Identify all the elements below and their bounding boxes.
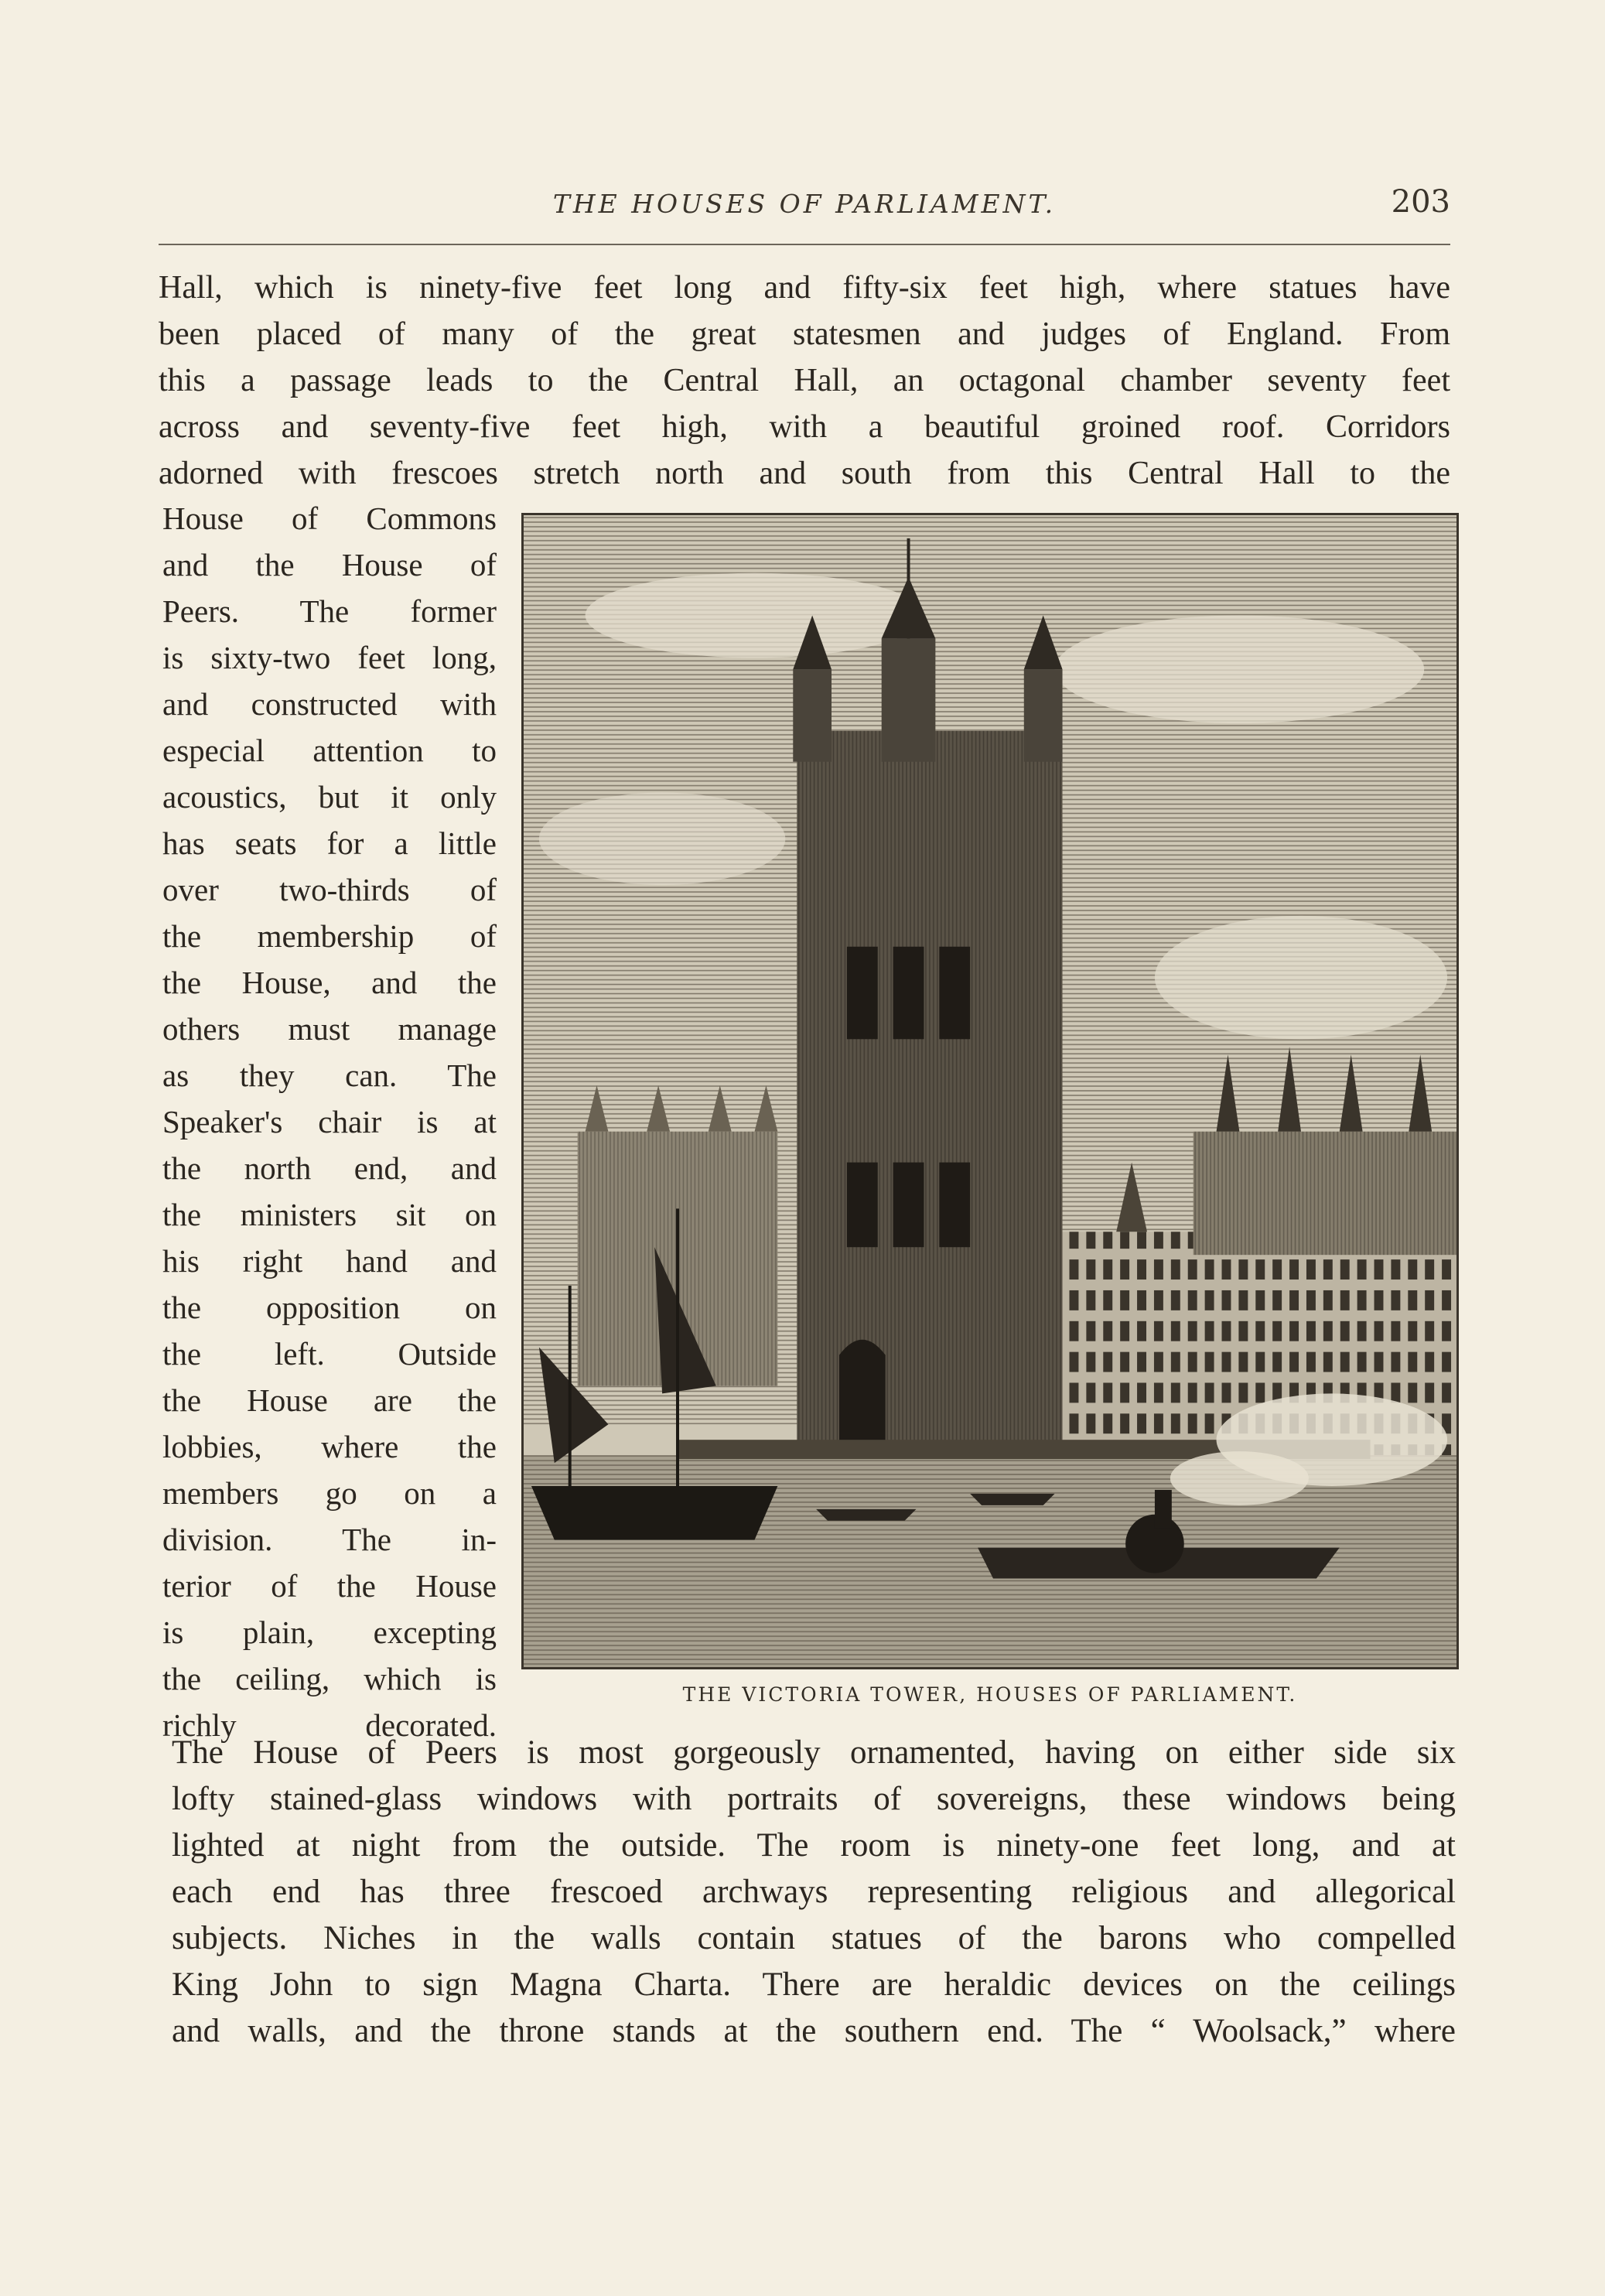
text-line: division. The in- <box>162 1522 497 1557</box>
text-line: the north end, and <box>162 1150 497 1186</box>
text-line: and constructed with <box>162 686 497 722</box>
text-line: the House are the <box>162 1382 497 1418</box>
victoria-tower-engraving-icon <box>524 515 1456 1667</box>
paragraph-bottom <box>172 1730 1456 2055</box>
text-line: especial attention to <box>162 733 497 768</box>
text-line: and walls, and the throne stands at the southern end. The “ Woolsack,” where <box>172 2013 1456 2049</box>
text-line: lighted at night from the outside. The room is ninety-one feet long, and at <box>172 1827 1456 1864</box>
text-line: has seats for a little <box>162 825 497 861</box>
text-line: acoustics, but it only <box>162 779 497 815</box>
text-line: each end has three frescoed archways representing religious and allegorical <box>172 1874 1456 1910</box>
text-line: this a passage leads to the Central Hall, an octagonal chamber seventy feet <box>159 363 1450 398</box>
text-line: the opposition on <box>162 1290 497 1325</box>
text-line: lofty stained-glass windows with portraits of sovereigns, these windows being <box>172 1781 1456 1817</box>
text-line: and the House of <box>162 547 497 583</box>
text-line: Hall, which is ninety-five feet long and fifty-six feet high, where statues have <box>159 270 1450 306</box>
text-line: is plain, excepting <box>162 1614 497 1650</box>
text-line: the House, and the <box>162 965 497 1000</box>
text-line: the ceiling, which is <box>162 1661 497 1696</box>
text-line: Speaker's chair is at <box>162 1104 497 1139</box>
text-line: been placed of many of the great statesmen and judges of England. From <box>159 316 1450 352</box>
paragraph-top <box>159 265 1450 497</box>
text-line: members go on a <box>162 1475 497 1511</box>
victoria-tower-illustration <box>521 513 1459 1669</box>
text-line: Peers. The former <box>162 593 497 629</box>
header-rule <box>159 244 1450 245</box>
text-line: lobbies, where the <box>162 1429 497 1464</box>
text-line: the membership of <box>162 918 497 954</box>
page-header <box>159 184 1450 231</box>
text-line: his right hand and <box>162 1243 497 1279</box>
text-line: the ministers sit on <box>162 1197 497 1232</box>
text-line: others must manage <box>162 1011 497 1047</box>
text-line: the left. Outside <box>162 1336 497 1372</box>
text-line: adorned with frescoes stretch north and south from this Central Hall to the <box>159 456 1450 491</box>
text-line: as they can. The <box>162 1057 497 1093</box>
text-line: King John to sign Magna Charta. There are heraldic devices on the ceilings <box>172 1966 1456 2003</box>
text-line: across and seventy-five feet high, with a beautiful groined roof. Corridors <box>159 409 1450 445</box>
text-line: House of Commons <box>162 501 497 536</box>
paragraph-side <box>162 495 497 1748</box>
running-title: THE HOUSES OF PARLIAMENT. <box>552 189 1057 219</box>
figure-caption: THE VICTORIA TOWER, HOUSES OF PARLIAMENT. <box>682 1683 1298 1706</box>
text-line: over two-thirds of <box>162 872 497 907</box>
text-line: richly decorated. <box>162 1707 497 1743</box>
page-number: 203 <box>1391 184 1450 220</box>
text-line: subjects. Niches in the walls contain statues of the barons who compelled <box>172 1920 1456 1956</box>
text-line: terior of the House <box>162 1568 497 1604</box>
text-line: is sixty-two feet long, <box>162 640 497 675</box>
text-line: The House of Peers is most gorgeously ornamented, having on either side six <box>172 1734 1456 1771</box>
